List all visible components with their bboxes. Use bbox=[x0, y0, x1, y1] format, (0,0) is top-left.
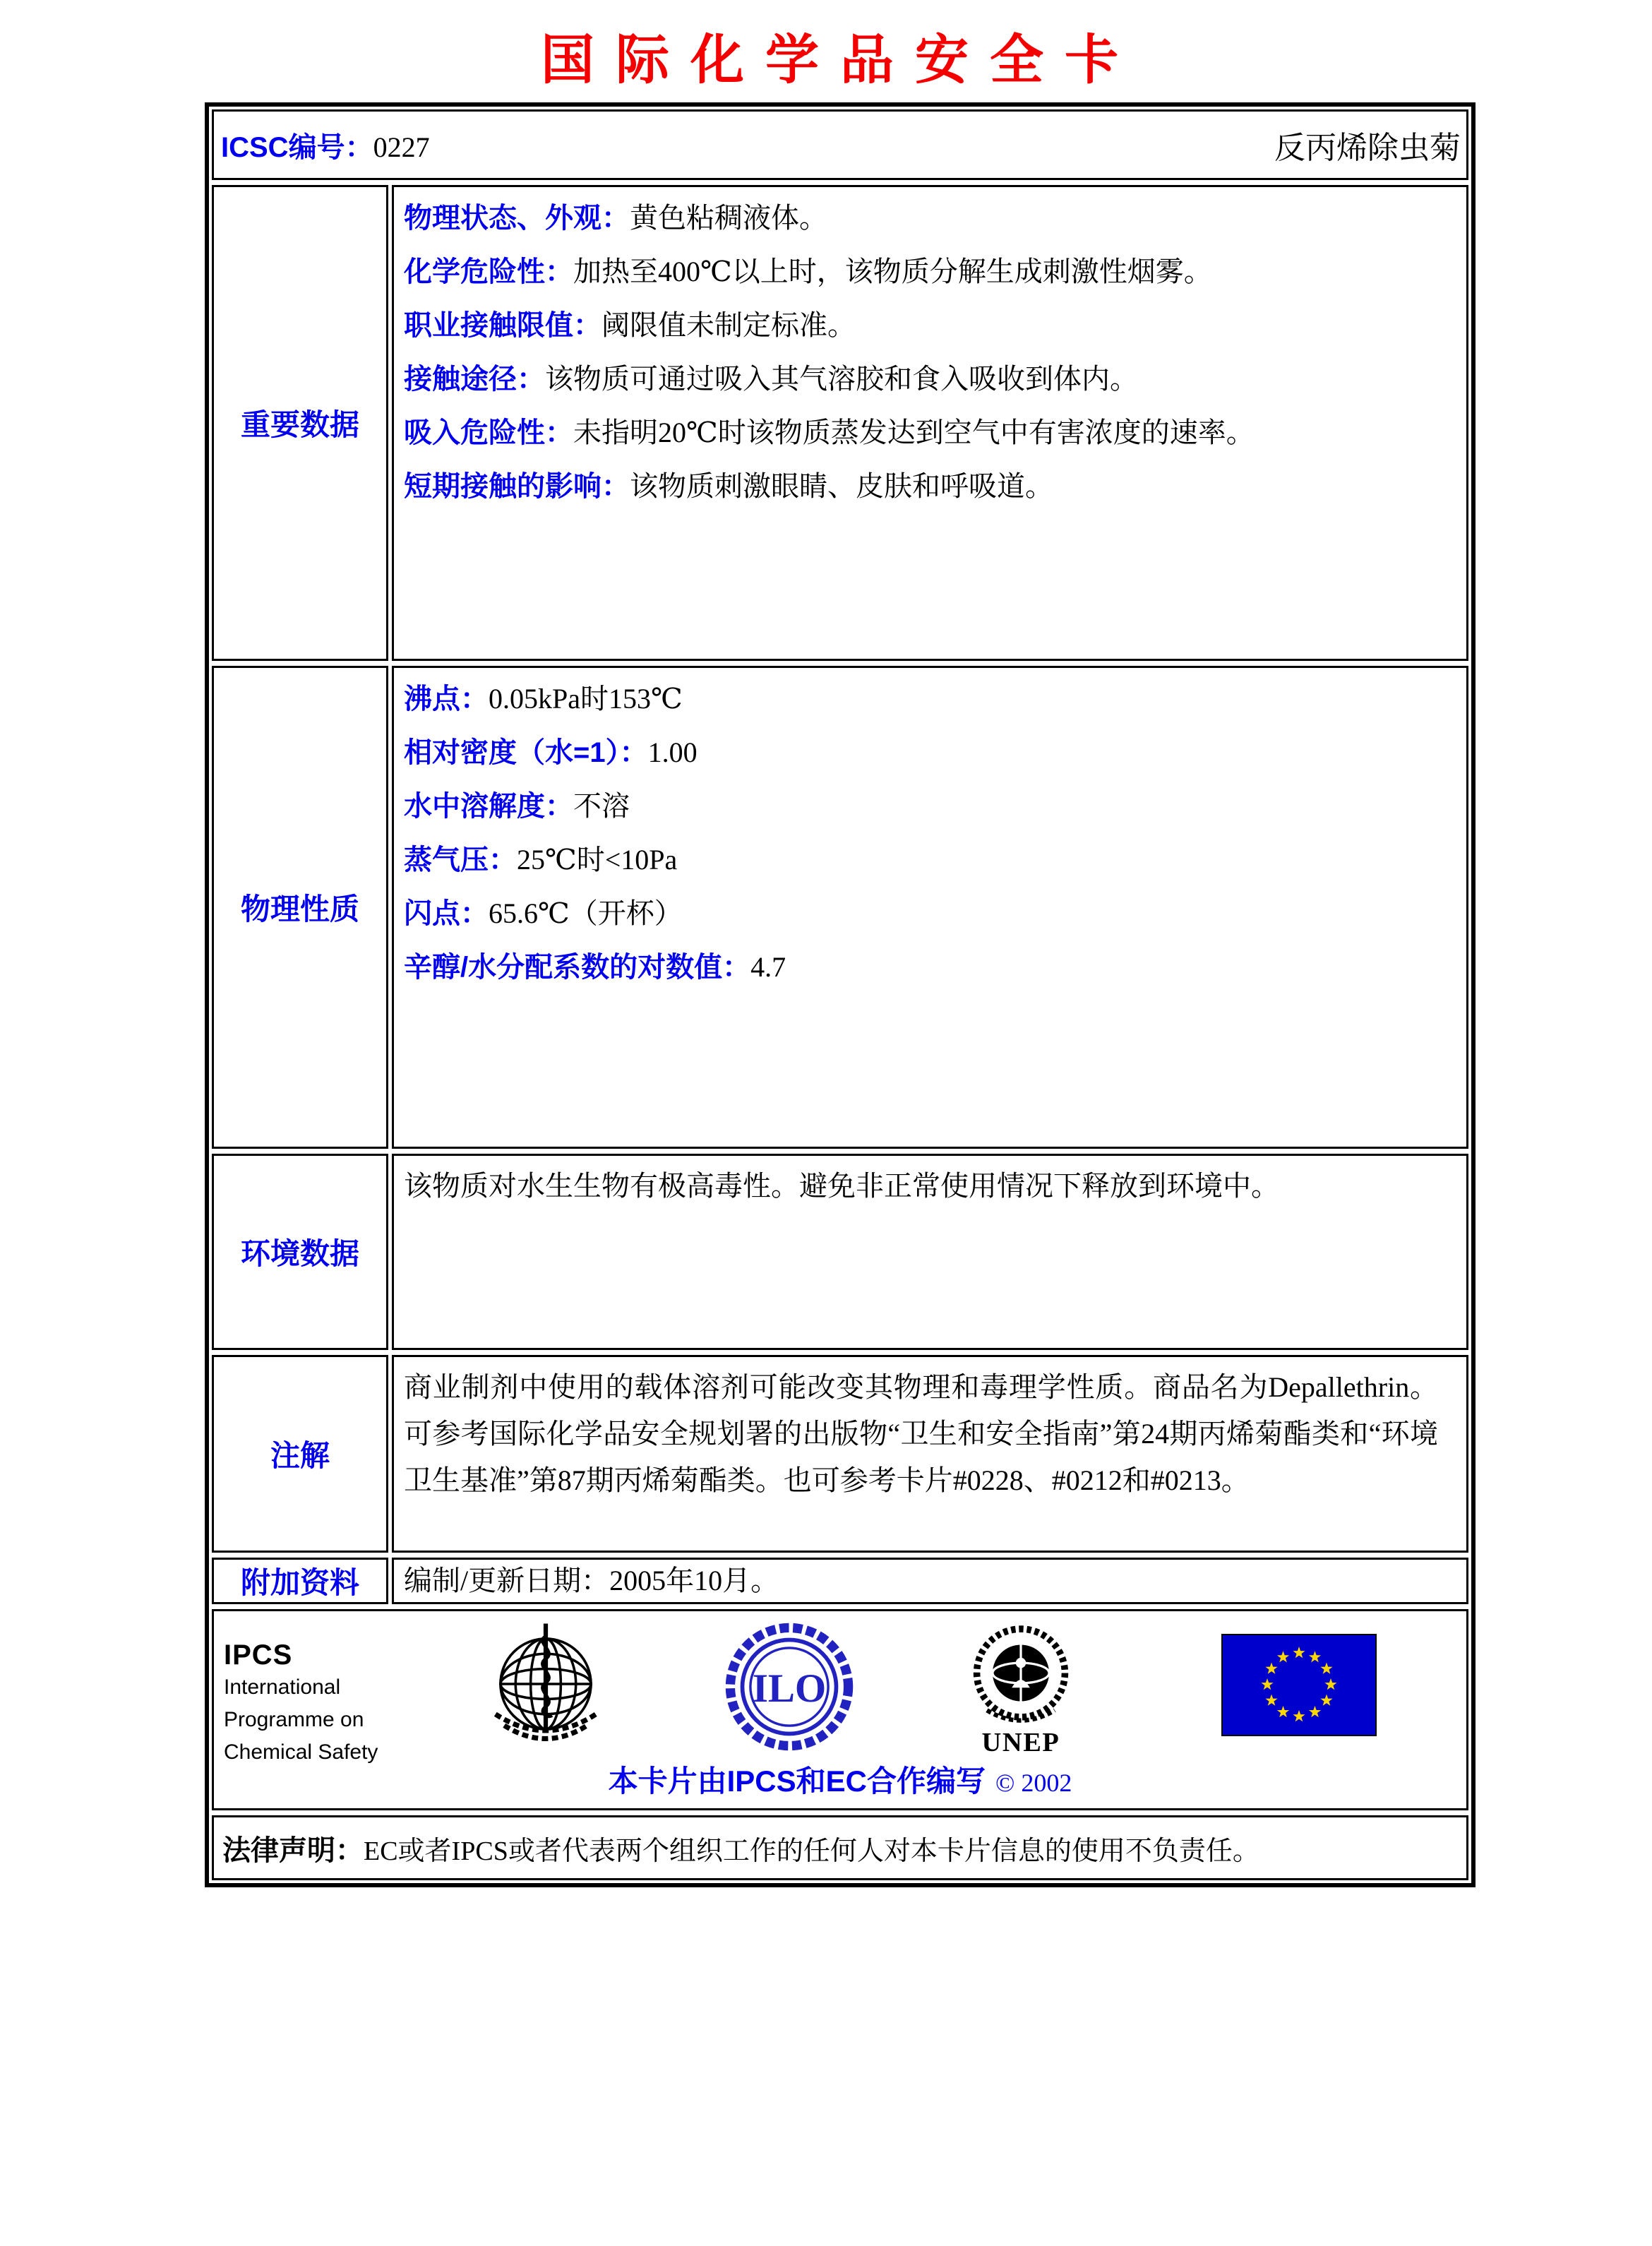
additional-info-row-header bbox=[212, 1558, 388, 1604]
field-value: 4.7 bbox=[750, 951, 786, 983]
ilo-logo-icon bbox=[719, 1620, 860, 1754]
who-logo-icon bbox=[482, 1621, 609, 1747]
field-value: 不溶 bbox=[573, 790, 630, 822]
update-date-text: 编制/更新日期：2005年10月。 bbox=[404, 1565, 779, 1596]
data-line bbox=[404, 409, 1438, 462]
cooperation-caption bbox=[214, 1758, 1466, 1800]
ipcs-block bbox=[224, 1639, 378, 1769]
legal-label: 法律声明： bbox=[222, 1834, 364, 1866]
field-label: 化学危险性： bbox=[404, 256, 573, 287]
field-value: 该物质刺激眼睛、皮肤和呼吸道。 bbox=[630, 470, 1053, 502]
data-line bbox=[404, 782, 1438, 836]
section-notes bbox=[212, 1355, 1468, 1553]
logos-row bbox=[212, 1609, 1468, 1810]
field-value: 25℃时<10Pa bbox=[517, 844, 678, 876]
header-row bbox=[212, 109, 1468, 180]
data-line bbox=[404, 301, 1438, 355]
field-label: 水中溶解度： bbox=[404, 791, 573, 822]
field-label: 职业接触限值： bbox=[404, 310, 601, 341]
page-title: 国际化学品安全卡 bbox=[541, 28, 1139, 91]
field-value: 阈限值未制定标准。 bbox=[601, 309, 856, 341]
icsc-number-label: ICSC编号： bbox=[221, 131, 373, 163]
field-label: 相对密度（水=1）： bbox=[404, 737, 648, 768]
field-label: 接触途径： bbox=[404, 364, 545, 395]
section-label: 附加资料 bbox=[240, 1566, 359, 1599]
section-label: 环境数据 bbox=[240, 1237, 359, 1270]
field-value: 未指明20℃时该物质蒸发达到空气中有害浓度的速率。 bbox=[573, 417, 1255, 448]
caption-text: 本卡片由IPCS和EC合作编写 bbox=[608, 1764, 986, 1798]
legal-cell bbox=[212, 1815, 1468, 1880]
field-value: 加热至400℃以上时，该物质分解生成刺激性烟雾。 bbox=[573, 256, 1212, 287]
copyright-text: © 2002 bbox=[995, 1769, 1072, 1797]
chemical-name: 反丙烯除虫菊 bbox=[1274, 131, 1461, 165]
ipcs-line: International bbox=[224, 1675, 341, 1699]
data-line bbox=[404, 248, 1438, 301]
safety-card-table bbox=[205, 102, 1476, 1887]
important-data-content bbox=[392, 185, 1468, 661]
section-additional-info bbox=[212, 1558, 1468, 1604]
field-value: 该物质可通过吸入其气溶胶和食入吸收到体内。 bbox=[545, 363, 1138, 395]
ipcs-line: Programme on bbox=[224, 1708, 364, 1731]
field-label: 吸入危险性： bbox=[404, 417, 573, 448]
ilo-text: ILO bbox=[752, 1666, 827, 1711]
physical-properties-row-header bbox=[212, 666, 388, 1149]
data-line bbox=[404, 943, 1438, 997]
unep-text: UNEP bbox=[981, 1727, 1060, 1757]
field-value: 黄色粘稠液体。 bbox=[630, 202, 827, 234]
notes-text: 商业制剂中使用的载体溶剂可能改变其物理和毒理学性质。商品名为Depallethrin。可参考国际化学品安全规划署的出版物“卫生和安全指南”第24期丙烯菊酯类和“环境卫生基准”第87期丙烯菊酯类。也可参考卡片#0228、#0212和#0213。 bbox=[404, 1371, 1438, 1496]
field-value: 1.00 bbox=[647, 736, 698, 768]
environmental-data-content bbox=[392, 1154, 1468, 1350]
ipcs-acronym: IPCS bbox=[224, 1639, 293, 1671]
header-cell bbox=[212, 109, 1468, 180]
legal-text: EC或者IPCS或者代表两个组织工作的任何人对本卡片信息的使用不负责任。 bbox=[364, 1836, 1259, 1866]
notes-content bbox=[392, 1355, 1468, 1553]
data-line bbox=[404, 890, 1438, 943]
physical-properties-content bbox=[392, 666, 1468, 1149]
field-value: 65.6℃（开杯） bbox=[489, 897, 683, 929]
section-label: 物理性质 bbox=[240, 892, 359, 926]
field-label: 闪点： bbox=[404, 898, 489, 929]
environmental-data-row-header bbox=[212, 1154, 388, 1350]
environmental-data-text: 该物质对水生生物有极高毒性。避免非正常使用情况下释放到环境中。 bbox=[404, 1170, 1279, 1202]
additional-info-content bbox=[392, 1558, 1468, 1604]
field-label: 沸点： bbox=[404, 683, 489, 715]
data-line bbox=[404, 675, 1438, 729]
icsc-number-group bbox=[221, 125, 430, 165]
ipcs-line: Chemical Safety bbox=[224, 1740, 378, 1764]
section-label: 注解 bbox=[270, 1439, 330, 1472]
field-label: 蒸气压： bbox=[404, 844, 517, 876]
important-data-row-header bbox=[212, 185, 388, 661]
data-line bbox=[404, 462, 1438, 516]
field-label: 辛醇/水分配系数的对数值： bbox=[404, 952, 751, 983]
notes-row-header bbox=[212, 1355, 388, 1553]
field-label: 物理状态、外观： bbox=[404, 203, 630, 234]
data-line bbox=[404, 729, 1438, 782]
section-important-data bbox=[212, 185, 1468, 661]
field-value: 0.05kPa时153℃ bbox=[489, 683, 683, 715]
data-line bbox=[404, 194, 1438, 248]
legal-row bbox=[212, 1815, 1468, 1880]
logos-cell bbox=[212, 1609, 1468, 1810]
field-label: 短期接触的影响： bbox=[404, 471, 630, 502]
section-environmental-data bbox=[212, 1154, 1468, 1350]
eu-flag-icon bbox=[1221, 1634, 1377, 1736]
data-line bbox=[404, 355, 1438, 409]
section-label: 重要数据 bbox=[240, 408, 359, 441]
unep-logo-icon bbox=[964, 1621, 1077, 1759]
section-physical-properties bbox=[212, 666, 1468, 1149]
icsc-number-value: 0227 bbox=[373, 131, 430, 163]
data-line bbox=[404, 836, 1438, 890]
